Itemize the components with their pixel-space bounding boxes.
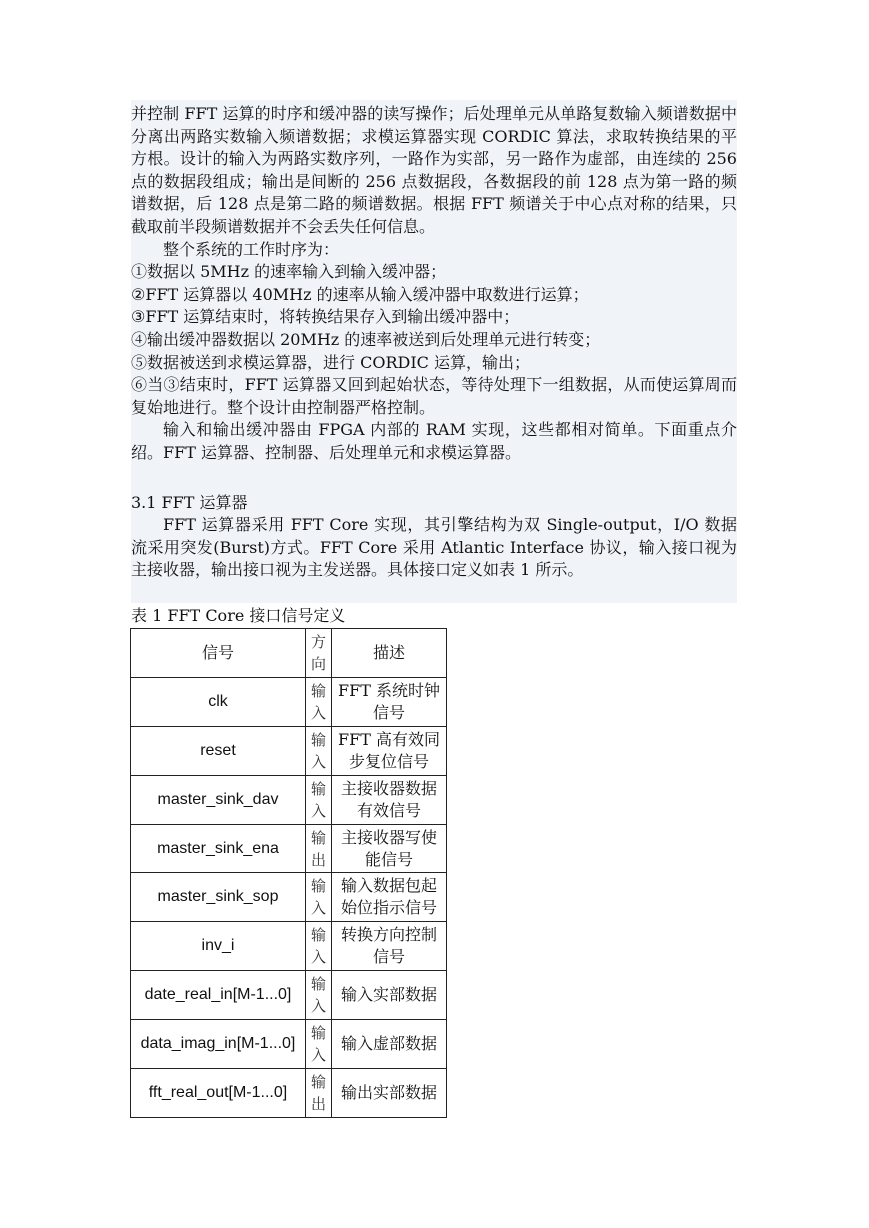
signal-name: reset (131, 726, 306, 775)
table-row (131, 726, 447, 775)
signal-direction: 输入 (306, 971, 332, 1020)
signal-direction: 输出 (306, 1069, 332, 1118)
interface-signal-table (130, 628, 447, 1118)
signal-name: data_imag_in[M-1...0] (131, 1020, 306, 1069)
table-row (131, 971, 447, 1020)
timing-step: ⑤数据被送到求模运算器，进行 CORDIC 运算，输出； (131, 352, 530, 372)
section-heading-fft: 3.1 FFT 运算器 (131, 493, 248, 512)
signal-description: FFT 系统时钟信号 (332, 677, 447, 726)
signal-direction: 输入 (306, 922, 332, 971)
signal-description: 输入虚部数据 (332, 1020, 447, 1069)
signal-direction: 输入 (306, 726, 332, 775)
table-row (131, 677, 447, 726)
signal-description: 输出实部数据 (332, 1069, 447, 1118)
timing-step: ③FFT 运算结束时，将转换结果存入到输出缓冲器中； (131, 307, 520, 327)
signal-description: 主接收器数据有效信号 (332, 775, 447, 824)
body-text-upper (131, 103, 737, 465)
paragraph-buffers: 输入和输出缓冲器由 FPGA 内部的 RAM 实现，这些都相对简单。下面重点介绍。FFT 运算器、控制器、后处理单元和求模运算器。 (131, 420, 737, 462)
signal-direction: 输入 (306, 1020, 332, 1069)
body-text-lower (131, 514, 737, 582)
signal-name: date_real_in[M-1...0] (131, 971, 306, 1020)
timing-step: ④输出缓冲器数据以 20MHz 的速率被送到后处理单元进行转变； (131, 329, 601, 349)
timing-step: ⑥当③结束时，FFT 运算器又回到起始状态，等待处理下一组数据，从而使运算周而复始地进行。整个设计由控制器严格控制。 (131, 375, 737, 417)
table-row (131, 1069, 447, 1118)
table-caption: 表 1 FFT Core 接口信号定义 (131, 606, 346, 625)
table-row (131, 824, 447, 873)
table-row (131, 873, 447, 922)
header-direction: 方向 (306, 629, 332, 678)
signal-direction: 输出 (306, 824, 332, 873)
table-row (131, 922, 447, 971)
header-signal: 信号 (131, 629, 306, 678)
signal-direction: 输入 (306, 873, 332, 922)
paragraph-fft-control: 并控制 FFT 运算的时序和缓冲器的读写操作；后处理单元从单路复数输入频谱数据中分离出两路实数输入频谱数据；求模运算器实现 CORDIC 算法，求取转换结果的平方根。设计的输入为两路实数序列，一路作为实部，另一路作为虚部，由连续的 256 点的数据段组成；输出是间断的 256 点数据段，各数据段的前 128 点为第一路的频谱数据，后 128 点是第二路的频谱数据。根据 FFT 频谱关于中心点对称的结果，只截取前半段频谱数据并不会丢失任何信息。 (131, 104, 737, 236)
signal-description: 输入数据包起始位指示信号 (332, 873, 447, 922)
signal-description: 主接收器写使能信号 (332, 824, 447, 873)
signal-name: master_sink_sop (131, 873, 306, 922)
signal-name: master_sink_ena (131, 824, 306, 873)
paragraph-fft-core: FFT 运算器采用 FFT Core 实现，其引擎结构为双 Single-output，I/O 数据流采用突发(Burst)方式。FFT Core 采用 Atlantic Interface 协议，输入接口视为主接收器，输出接口视为主发送器。具体接口定义如表 1 所示。 (131, 515, 737, 580)
signal-name: fft_real_out[M-1...0] (131, 1069, 306, 1118)
signal-direction: 输入 (306, 677, 332, 726)
paragraph-timing-intro: 整个系统的工作时序为： (163, 239, 340, 259)
timing-step: ②FFT 运算器以 40MHz 的速率从输入缓冲器中取数进行运算； (131, 284, 589, 304)
table-row (131, 775, 447, 824)
timing-step: ①数据以 5MHz 的速率输入到输入缓冲器； (131, 262, 447, 282)
table-header-row (131, 629, 447, 678)
signal-name: master_sink_dav (131, 775, 306, 824)
signal-name: clk (131, 677, 306, 726)
signal-direction: 输入 (306, 775, 332, 824)
signal-name: inv_i (131, 922, 306, 971)
signal-description: FFT 高有效同步复位信号 (332, 726, 447, 775)
signal-description: 输入实部数据 (332, 971, 447, 1020)
table-row (131, 1020, 447, 1069)
header-description: 描述 (332, 629, 447, 678)
signal-description: 转换方向控制信号 (332, 922, 447, 971)
